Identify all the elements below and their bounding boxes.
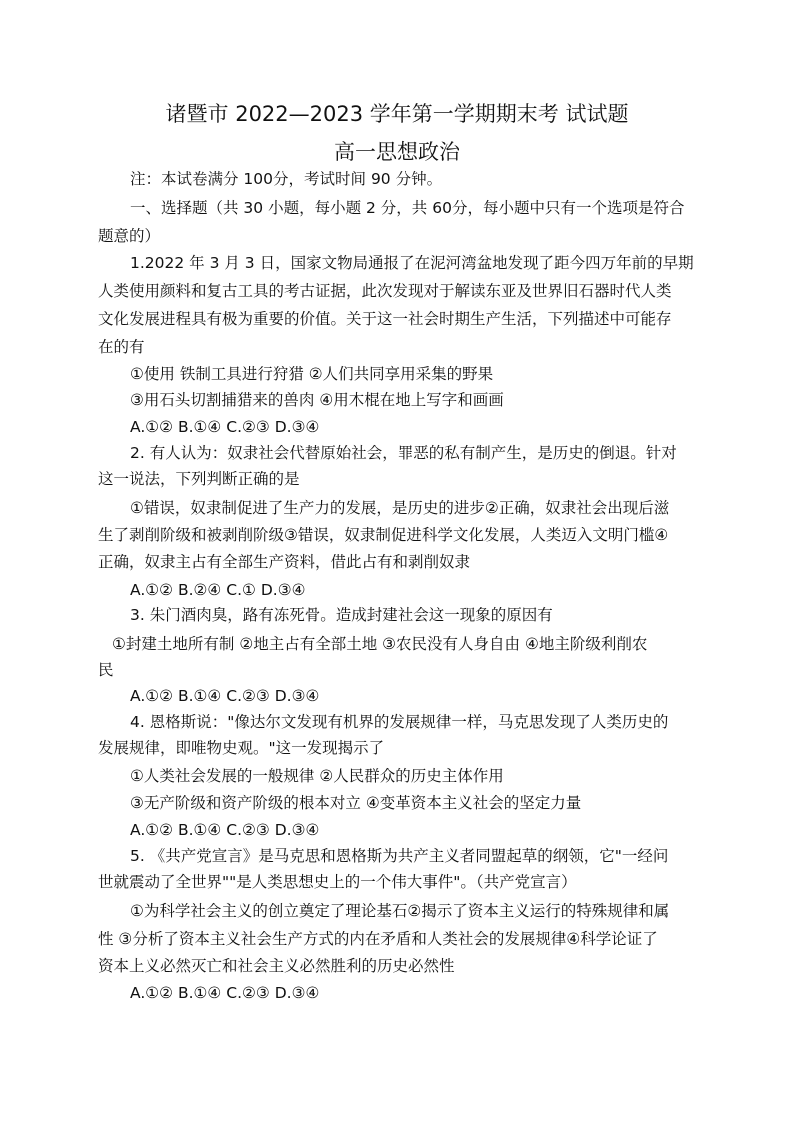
question-1-options: ①使用 铁制工具进行狩猎 ②人们共同享用采集的野果 [130,365,494,383]
question-2-stem: 2. 有人认为：奴隶社会代替原始社会，罪恶的私有制产生，是历史的倒退。针对 [130,444,677,462]
section-heading: 一、选择题（共 30 小题，每小题 2 分，共 60分，每小题中只有一个选项是符合 [130,199,685,217]
question-1-stem-cont: 人类使用颜料和复古工具的考古证据，此次发现对于解读东亚及世界旧石器时代人类 [98,282,672,300]
question-1-stem-cont: 在的有 [98,338,145,356]
question-1-choices: A.①② B.①④ C.②③ D.③④ [130,418,320,436]
question-1-stem: 1.2022 年 3 月 3 日，国家文物局通报了在泥河湾盆地发现了距今四万年前的早期 [130,254,694,272]
question-2-options-cont: 正确，奴隶主占有全部生产资料，借此占有和剥削奴隶 [98,553,471,571]
question-3-options: ①封建土地所有制 ②地主占有全部土地 ③农民没有人身自由 ④地主阶级利削农 [112,635,648,653]
question-2-options: ①错误，奴隶制促进了生产力的发展，是历史的进步②正确，奴隶社会出现后滋 [130,499,670,517]
question-4-stem-cont: 发展规律，即唯物史观。"这一发现揭示了 [98,739,385,757]
exam-note: 注：本试卷满分 100分，考试时间 90 分钟。 [130,170,443,188]
question-3-stem: 3. 朱门酒肉臭，路有冻死骨。造成封建社会这一现象的原因有 [130,606,553,624]
question-4-stem: 4. 恩格斯说："像达尔文发现有机界的发展规律一样，马克思发现了人类历史的 [130,713,669,731]
question-5-options-cont: 性 ③分析了资本主义社会生产方式的内在矛盾和人类社会的发展规律④科学论证了 [98,930,658,948]
question-3-options-cont: 民 [98,661,114,679]
exam-subtitle: 高一思想政治 [334,140,460,164]
question-5-options: ①为科学社会主义的创立奠定了理论基石②揭示了资本主义运行的特殊规律和属 [130,902,670,920]
question-2-stem-cont: 这一说法，下列判断正确的是 [98,470,300,488]
question-3-choices: A.①② B.①④ C.②③ D.③④ [130,687,320,705]
section-heading-cont: 题意的） [98,227,161,245]
question-2-options-cont: 生了剥削阶级和被剥削阶级③错误，奴隶制促进科学文化发展，人类迈入文明门槛④ [98,526,669,544]
question-1-options: ③用石头切割捕猎来的兽肉 ④用木棍在地上写字和画画 [130,391,504,409]
question-2-choices: A.①② B.②④ C.① D.③④ [130,581,306,599]
question-4-options: ①人类社会发展的一般规律 ②人民群众的历史主体作用 [130,767,504,785]
question-5-stem: 5. 《共产党宣言》是马克思和恩格斯为共产主义者同盟起草的纲领，它"一经问 [130,847,669,865]
question-4-choices: A.①② B.①④ C.②③ D.③④ [130,821,320,839]
exam-title: 诸暨市 2022—2023 学年第一学期期末考 试试题 [165,102,629,126]
question-4-options: ③无产阶级和资产阶级的根本对立 ④变革资本主义社会的坚定力量 [130,794,582,812]
question-5-choices: A.①② B.①④ C.②③ D.③④ [130,984,320,1002]
question-5-options-cont: 资本上义必然灭亡和社会主义必然胜利的历史必然性 [98,957,455,975]
question-1-stem-cont: 文化发展进程具有极为重要的价值。关于这一社会时期生产生活，下列描述中可能存 [98,310,672,328]
question-5-stem-cont: 世就震动了全世界""是人类思想史上的一个伟大事件"。（共产党宣言） [98,873,577,891]
